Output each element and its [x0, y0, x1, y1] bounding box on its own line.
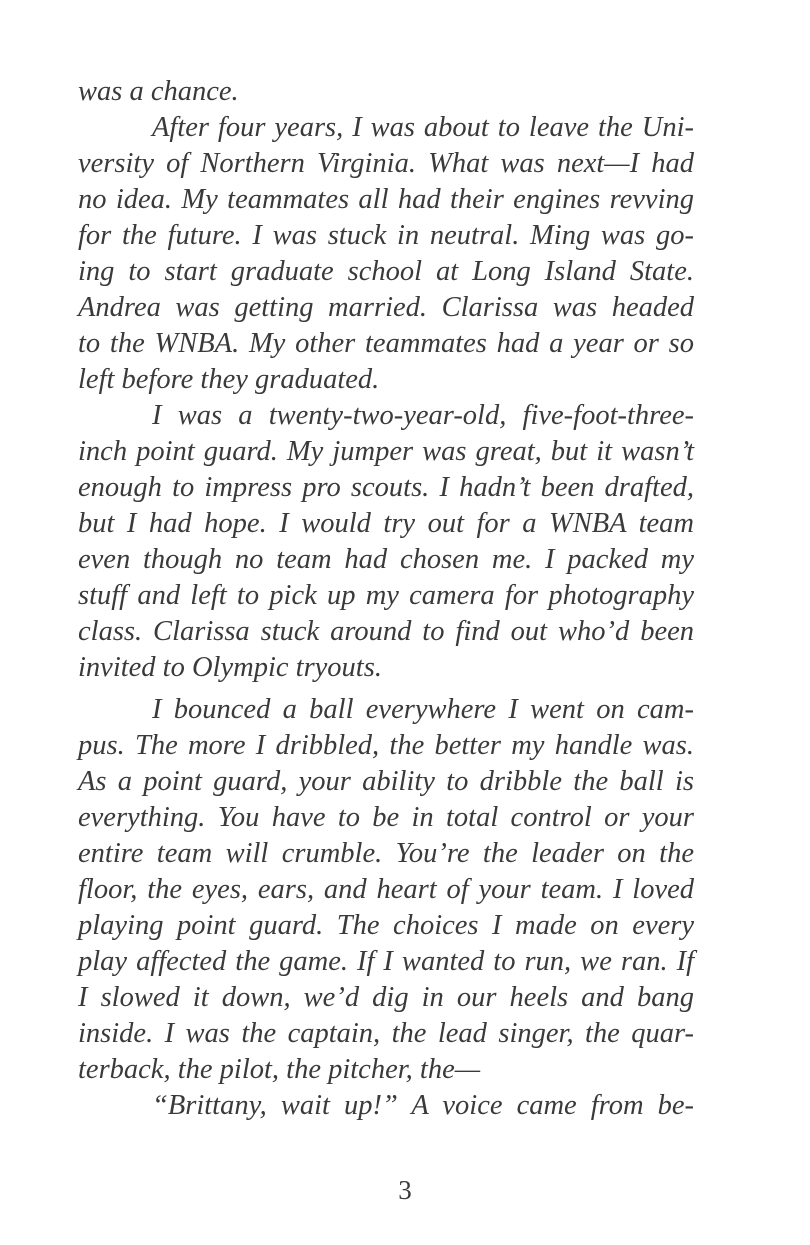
text-line: invited to Olympic tryouts.	[78, 652, 382, 683]
text-line: class. Clarissa stuck around to find out who’d been	[78, 616, 694, 647]
text-line: everything. You have to be in total control or your	[78, 802, 694, 833]
text-line: stuff and left to pick up my camera for photography	[78, 580, 694, 611]
text-line: I slowed it down, we’d dig in our heels and bang	[78, 982, 694, 1013]
text-line: As a point guard, your ability to dribble the ball is	[78, 766, 694, 797]
text-line: playing point guard. The choices I made on every	[78, 910, 694, 941]
text-line: left before they graduated.	[78, 364, 380, 395]
text-line: floor, the eyes, ears, and heart of your team. I loved	[78, 874, 694, 905]
text-line: to the WNBA. My other teammates had a year or so	[78, 328, 694, 359]
text-line: “Brittany, wait up!” A voice came from be-	[152, 1090, 694, 1121]
text-line: no idea. My teammates all had their engines revving	[78, 184, 694, 215]
text-line: versity of Northern Virginia. What was next—I had	[78, 148, 694, 179]
text-line: inside. I was the captain, the lead singer, the quar-	[78, 1018, 694, 1049]
text-line: for the future. I was stuck in neutral. Ming was go-	[78, 220, 694, 251]
text-line: I was a twenty-two-year-old, five-foot-three-	[152, 400, 694, 431]
page-number: 3	[398, 1175, 412, 1205]
text-line: enough to impress pro scouts. I hadn’t been drafted,	[78, 472, 694, 503]
text-line: Andrea was getting married. Clarissa was headed	[78, 292, 694, 323]
text-line: terback, the pilot, the pitcher, the—	[78, 1054, 481, 1085]
text-line: ing to start graduate school at Long Island State.	[78, 256, 694, 287]
text-line: was a chance.	[78, 76, 239, 107]
text-line: pus. The more I dribbled, the better my handle was.	[78, 730, 694, 761]
text-line: even though no team had chosen me. I packed my	[78, 544, 694, 575]
text-line: play affected the game. If I wanted to run, we ran. If	[78, 946, 694, 977]
text-line: entire team will crumble. You’re the leader on the	[78, 838, 694, 869]
text-line: inch point guard. My jumper was great, but it wasn’t	[78, 436, 694, 467]
text-line: I bounced a ball everywhere I went on cam-	[152, 694, 694, 725]
text-line: After four years, I was about to leave the Uni-	[152, 112, 694, 143]
text-line: but I had hope. I would try out for a WNBA team	[78, 508, 694, 539]
